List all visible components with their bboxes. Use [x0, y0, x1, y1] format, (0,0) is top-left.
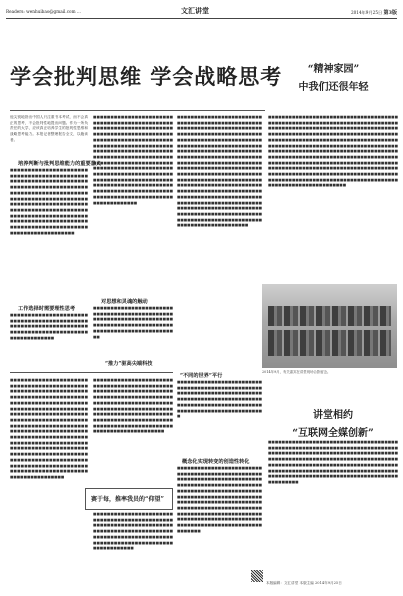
right-title-3: 讲堂相约 [313, 410, 353, 421]
page-number: 第3版 [383, 10, 397, 16]
divider [10, 372, 173, 373]
body-text: ■■■■■■■■■■■■■■■■■■■■■■■■■■■■■■■■■■■■■■■■■■■■■■■■■■■■■■■■■■■■■■■■■■■■■■■■■■■■■■■■■■■■■■■■■■■■■■■■■■■■■■■■■■■■■■■■■■■■■■■■■■■■■■■■■■■■■■■■■■■■■■■■■■■■■■■■■■■■■■■■■■■■■■■■■■■■■■■■■■■■■■■■■■■■■■■■■■■■■■■■■■■■■■■■■■■■■■■■■■■■■■■■■■■■■■■■■■■■■■■■■■■■■■■■■■■■■■■■■■■■■■■■■■■■■■■■■■■■■■■■■■■■■■■■■■■■■■■■■■■■■■■■■■■■■■■■■■■■■■■■■■■■■■■■■■■■■■■■■■■■■■■■■■■■■■■■■■■■■■■■■■■■■■■■■■■■■■■■■■■■■■■■■■■■■■■■■■■■■■■■■■■■■■■■■■■■■■■■■■■■■■■■■■■■■■■■■■■■■■■■■■■■■■■■■■■■■■■■■■■■■■■■■■■■■■■■■■■■■■■ [268, 115, 398, 188]
body-text: ■■■■■■■■■■■■■■■■■■■■■■■■■■■■■■■■■■■■■■■■■■■■■■■■■■■■■■■■■■■■■■■■■■■■■■■■■■■■■■■■■■■■■■■■■■■■■■■■■■■■■■■■■■■■■■■■■■■■■ [93, 306, 173, 339]
right-event-box [268, 406, 398, 439]
qr-code [251, 570, 263, 582]
group-photo [262, 284, 397, 368]
boxed-subhead-title: 赛于每，推率我员的“仰望” [91, 496, 164, 503]
body-text: ■■■■■■■■■■■■■■■■■■■■■■■■■■■■■■■■■■■■■■■■■■■■■■■■■■■■■■■■■■■■■■■■■■■■■■■■■■■■■■■■■■■■■■■■■■■■■■■■■■■■■■■■■■■■■■■■■■■■■■■■■■■■■■■■■■■■■■■■■■■■■■■■■■■■■■■ [177, 380, 262, 419]
body-text: ■■■■■■■■■■■■■■■■■■■■■■■■■■■■■■■■■■■■■■■■■■■■■■■■■■■■■■■■■■■■■■■■■■■■■■■■■■■■■■■■■■■■■■■■■■■■■■■■■■■■■■■■■■■■■■■■■■■■■■■■■■■■■■■■■■■■■■■■■■■■■■■■■■■■■■■■■■■■■■■■■■■■■■■■■■■■■■■■■■■■■■■■■■■■■■■■■■■■■■■■■■■■■■■■■■■■■■■■■■■■■■■■■■■■■■■■■■■■■■■■■■■■■■■■■■■■■■■■■■■■■■■■■■■■■■■■■■■■■■■■■■■■■■■■■■■■■■■■■■■■■■■■■■■■■■■■■■■■■■■■■■■■■■■■■■■■■■■■■■■■■■■■■■■■■■■■■■■■■■■■■■■■■■■■■■■■■■■■■■■■■■■■■■■■■■■■■■■■■■■■■■■■■■■■■■■■■■■■■■■■■■■■■■■■■■■■■■■■■■■■■■■■■■■■■■■■■■■■■■■■■■■■■■■■■■■■■■■■■■■■■■■■■■■■■■■■■■■■ [177, 115, 262, 228]
photo-people-row [268, 330, 391, 356]
header-date: 2014年9月25日 [350, 10, 383, 15]
right-title-2: 中我们还很年轻 [298, 82, 369, 93]
section-title: 培养判断与批判思维能力的重要意义 [18, 161, 102, 167]
body-text: ■■■■■■■■■■■■■■■■■■■■■■■■■■■■■■■■■■■■■■■■■■■■■■■■■■■■■■■■■■■■■■■■■■■■■■■■■■■■■■■■■■■■■■■■■■■■■■■■■■■■■■■■■■■■■■■■■■■■■■■■■■■■■■■■■■■■■■■■■■■■■■■■■■■■■■■■■■■■■■■■■■■■■■■■■■■■■■■■■■■■■■■■■■■■■■■■■■■■■■■■■■■■■■■■■■■■■■■■■■■■■■■■■■■■■■■■■■■■■■■■■■■■■■■■■■■■■■■■■■■■■■■■■■■■■■■■■■■■■■■■■■■■■■■■■■■■■■■■■■■■■■■■■■■■■■■■■■■■■■■■■■■■■■■■■■■■■■■■■■■■■■■■■■■■■■■■■■■■■■ [93, 115, 173, 205]
section-title: “推力”驱高尖端科技 [105, 361, 153, 367]
section-title: 工作选择时需要理性思考 [18, 306, 76, 312]
right-title-4: “互联网全媒创新” [292, 428, 374, 439]
body-text: ■■■■■■■■■■■■■■■■■■■■■■■■■■■■■■■■■■■■■■■■■■■■■■■■■■■■■■■■■■■■■■■■■■■■■■■■■■■■■■■■■■■■■■■■■■■■■■■■■■■■■■■■■■■■■■■■■■■■■■■■■■■■■■■■■■■■■■■■■■■■■■■■■■■■■■■■■■■■■■■■■■■■■■■■■■■■■■■■■■■■■■■■■■■■■■■■■■■■■■■■■■■■■■■■■■■■■■■■■■■■■■■■■■■■ [93, 378, 173, 434]
body-text: ■■■■■■■■■■■■■■■■■■■■■■■■■■■■■■■■■■■■■■■■■■■■■■■■■■■■■■■■■■■■■■■■■■■■■■■■■■■■■■■■■■■■■■■■■■■■■■■■■■■■■■■■■■■■■■■■■■■■■■■■■■■■■■■■■■■■■■■■■■■■■■■■■■■■■■■■■■■■■■■■■■■■■■■■■■■■■■■■■■■■■■■■■■■■■■■■■■■■■■■■■■■■■■■■■■■■■■■■■■■■■■■■■■■■■■■■■■■■■■■■■■■■■■■■■■■■■■■■■■■■■■■■■■■■■■■■■■■■■■■■■■■■■■■■■■■■■■■■■■■■■■■■■■■■■■■■■■■■■■■■■■■■■■■■■■■■■■■■■■■■■■■■■■■■■■■■■■■■■■■■■■■■■■■■■■■■■■■■■■■■■■■■■■■■■■ [10, 378, 88, 479]
body-text: ■■■■■■■■■■■■■■■■■■■■■■■■■■■■■■■■■■■■■■■■■■■■■■■■■■■■■■■■■■■■■■■■■■■■■■■■■■■■■■■■■■■■■■■■■■■■■■■■■■■■■■■■■■■■■■■■■■■■■■■■■■■■■■■■■■■■■■■■■■■■■■■■■■■■■■■■■■■■■■■■■■■■■■■■■■■■■■■■■■■■■■■■■■■■■■■■■■■■■■■■■■■■■■■■■■■■■■■■■■■■■■■■■■■■■■■■■■■■■■■■■■■■■■■■■■■■■■■■■■■■■■■■■■■■■■■■■■■■■■■■■■ [177, 466, 262, 533]
body-text: ■■■■■■■■■■■■■■■■■■■■■■■■■■■■■■■■■■■■■■■■■■■■■■■■■■■■■■■■■■■■■■■■■■■■■■■■■■■■■■■■■■■■■■■■■■■■■■■■■■■■■ [10, 313, 88, 340]
boxed-subhead [85, 488, 173, 510]
page-header [6, 6, 397, 19]
divider [10, 110, 265, 111]
photo-caption: 2014年9月，有关嘉宾在讲堂现场合影留念。 [262, 370, 331, 374]
right-title-1: “精神家园” [307, 64, 360, 75]
section-title: 对思想和灵魂的触动 [101, 299, 148, 305]
right-feature-title [270, 52, 397, 108]
body-text: ■■■■■■■■■■■■■■■■■■■■■■■■■■■■■■■■■■■■■■■■■■■■■■■■■■■■■■■■■■■■■■■■■■■■■■■■■■■■■■■■■■■■■■■■■■■■■■■■■■■■■■■■■■■■■■■■■■■■■■■■■■■■■■■■■■■■■■■■■■■■■■■■■■■■■■ [93, 512, 173, 551]
main-headline: 学会批判思维 学会战略思考 [10, 64, 283, 89]
header-contact: Readers: wenhuibao@gmail.com ... [6, 9, 81, 14]
header-date-page [351, 9, 397, 16]
masthead: 文汇讲堂 [181, 6, 209, 15]
section-title: 概念化实现转变的创造性转化 [182, 459, 250, 465]
page-footer: 本版编辑：文汇讲堂 本版主编 2014年9月25日 [266, 581, 342, 585]
lead-paragraph: 他尖锐地指出中国人只注重书本考试，而不会真正的思考，不会批判性地提出问题。作为一所负责任的大学，应该真正培养学生的批判性思维和战略思考能力。本报记者整理报告全文，以飨读者。 [10, 115, 88, 142]
photo-people-row [268, 306, 391, 326]
section-title: “不同的世界”平行 [180, 373, 223, 379]
body-text: ■■■■■■■■■■■■■■■■■■■■■■■■■■■■■■■■■■■■■■■■■■■■■■■■■■■■■■■■■■■■■■■■■■■■■■■■■■■■■■■■■■■■■■■■■■■■■■■■■■■■■■■■■■■■■■■■■■■■■■■■■■■■■■■■■■■■■■■■■■■■■■■■■■■■■■■■■■■■■■■■■■■■■■■■■■■■■■■■■■■■■■■■■■■■■■■■■■■■■■■■■■■■■■■■■■■■■■■■■■■■■■■■■■■■■■■■■■■■■■■■■■■■■■■■■■■■■■■■■■■■■ [10, 168, 88, 235]
body-text: ■■■■■■■■■■■■■■■■■■■■■■■■■■■■■■■■■■■■■■■■■■■■■■■■■■■■■■■■■■■■■■■■■■■■■■■■■■■■■■■■■■■■■■■■■■■■■■■■■■■■■■■■■■■■■■■■■■■■■■■■■■■■■■■■■■■■■■■■■■■■■■■■■■■■■■■■■■■■■■■■■■■■■■■■■■■■■■■■■■■■■■■■■■■■■■■■■■■■■■■■■■■■■■■■■■■■■■■■■■■■■■■■■■■■■■■■■■■■■■■■■■■■■■■■■■■■■■■■■■■■■■■■■■■■■■■■■■■ [268, 440, 398, 484]
